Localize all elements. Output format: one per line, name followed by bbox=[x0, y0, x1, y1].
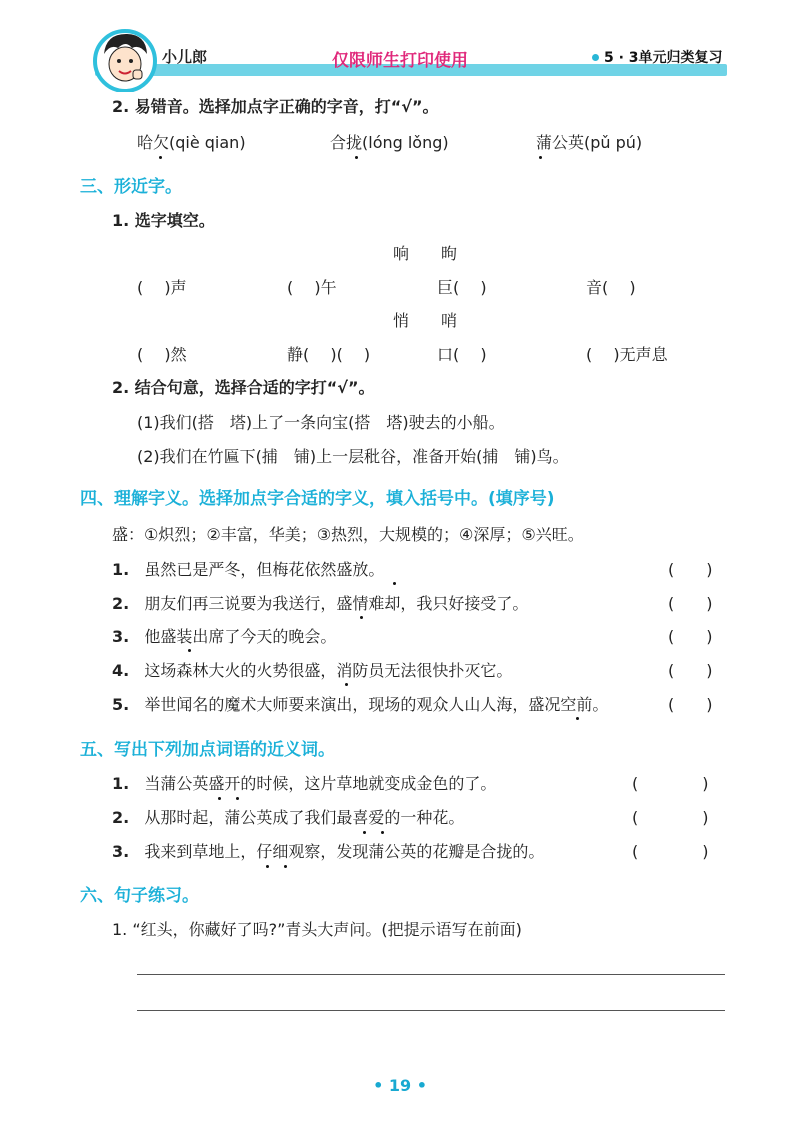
s2-item-2: 合拢(lóng lǒng) bbox=[330, 133, 449, 152]
brand-name: 小儿郎 bbox=[162, 48, 208, 66]
s4-answer-1[interactable]: ( ) bbox=[668, 560, 713, 579]
item-text: 这场森林大火的火势很盛，消防员无法很快扑灭它。 bbox=[144, 661, 513, 680]
emphasis-dot bbox=[363, 831, 366, 834]
item-number: 5. bbox=[112, 695, 130, 714]
s3-char-pair-2: 悄 哨 bbox=[393, 311, 458, 330]
emphasis-dot bbox=[284, 865, 287, 868]
s3-row1-blank-1: ( )声 bbox=[137, 278, 187, 297]
watermark-text: 仅限师生打印使用 bbox=[332, 51, 468, 71]
s5-item-1 bbox=[112, 774, 496, 794]
s4-item-1 bbox=[112, 560, 384, 580]
s2-q2-title: 2. 易错音。选择加点字正确的字音，打“√”。 bbox=[112, 97, 439, 116]
s4-answer-3[interactable]: ( ) bbox=[668, 627, 713, 646]
emphasis-dot bbox=[393, 582, 396, 585]
item-number: 3. bbox=[112, 627, 130, 646]
s3-char-pair-1: 响 昫 bbox=[393, 244, 458, 263]
s4-item-3 bbox=[112, 627, 336, 647]
section-6-title: 六、句子练习。 bbox=[80, 886, 199, 906]
item-number: 2. bbox=[112, 594, 130, 613]
s3-row1-blank-4: 音( ) bbox=[586, 278, 636, 297]
item-number: 1. bbox=[112, 560, 130, 579]
emphasis-dot bbox=[236, 797, 239, 800]
emphasis-dot bbox=[360, 616, 363, 619]
s2-item-1: 哈欠(qiè qian) bbox=[137, 133, 246, 152]
item-text: 他盛装出席了今天的晚会。 bbox=[144, 627, 337, 646]
item-text: 当蒲公英盛开的时候，这片草地就变成金色的了。 bbox=[144, 774, 497, 793]
emphasis-dot bbox=[266, 865, 269, 868]
item-number: 4. bbox=[112, 661, 130, 680]
item-text: 我来到草地上，仔细观察，发现蒲公英的花瓣是合拢的。 bbox=[144, 842, 545, 861]
emphasis-dot bbox=[188, 649, 191, 652]
item-text: 从那时起，蒲公英成了我们最喜爱的一种花。 bbox=[144, 808, 465, 827]
item-number: 1. bbox=[112, 774, 130, 793]
section-3-title: 三、形近字。 bbox=[80, 177, 182, 197]
s3-row2-blank-3: 口( ) bbox=[437, 345, 487, 364]
s3-sentence-1: (1)我们(搭 塔)上了一条向宝(搭 塔)驶去的小船。 bbox=[137, 413, 505, 432]
s5-item-2 bbox=[112, 808, 464, 828]
emphasis-dot bbox=[576, 717, 579, 720]
s4-item-4 bbox=[112, 661, 512, 681]
s2-item-3: 蒲公英(pǔ pú) bbox=[536, 133, 643, 152]
emphasis-dot bbox=[381, 831, 384, 834]
s4-answer-5[interactable]: ( ) bbox=[668, 695, 713, 714]
s4-answer-2[interactable]: ( ) bbox=[668, 594, 713, 613]
item-number: 2. bbox=[112, 808, 130, 827]
item-number: 3. bbox=[112, 842, 130, 861]
s4-definitions: 盛：①炽烈；②丰富，华美；③热烈，大规模的；④深厚；⑤兴旺。 bbox=[112, 525, 584, 544]
s3-q1-title: 1. 选字填空。 bbox=[112, 211, 215, 230]
s5-answer-2[interactable]: ( ) bbox=[632, 808, 709, 827]
s5-answer-3[interactable]: ( ) bbox=[632, 842, 709, 861]
emphasis-dot bbox=[345, 683, 348, 686]
item-text: 举世闻名的魔术大师要来演出，现场的观众人山人海，盛况空前。 bbox=[144, 695, 609, 714]
answer-line-1[interactable] bbox=[137, 974, 725, 975]
answer-line-2[interactable] bbox=[137, 1010, 725, 1011]
unit-label: 5 · 3单元归类复习 bbox=[604, 50, 723, 66]
s3-row2-blank-1: ( )然 bbox=[137, 345, 187, 364]
s3-row2-blank-2: 静( )( ) bbox=[287, 345, 371, 364]
s3-row2-blank-4: ( )无声息 bbox=[586, 345, 668, 364]
emphasis-dot bbox=[355, 156, 358, 159]
emphasis-dot bbox=[218, 797, 221, 800]
emphasis-dot bbox=[159, 156, 162, 159]
s4-answer-4[interactable]: ( ) bbox=[668, 661, 713, 680]
section-4-title: 四、理解字义。选择加点字合适的字义，填入括号中。(填序号) bbox=[80, 489, 555, 509]
s6-q1: 1. “红头，你藏好了吗?”青头大声问。(把提示语写在前面) bbox=[112, 920, 522, 939]
page-number: • 19 • bbox=[373, 1076, 427, 1095]
s5-item-3 bbox=[112, 842, 544, 862]
item-text: 虽然已是严冬，但梅花依然盛放。 bbox=[144, 560, 385, 579]
s3-sentence-2: (2)我们在竹匾下(捕 铺)上一层秕谷，准备开始(捕 铺)鸟。 bbox=[137, 447, 569, 466]
s4-item-2 bbox=[112, 594, 528, 614]
section-5-title: 五、写出下列加点词语的近义词。 bbox=[80, 740, 335, 760]
unit-dot-icon bbox=[592, 54, 599, 61]
s5-answer-1[interactable]: ( ) bbox=[632, 774, 709, 793]
s4-item-5 bbox=[112, 695, 608, 715]
s3-row1-blank-2: ( )午 bbox=[287, 278, 337, 297]
s3-q2-title: 2. 结合句意，选择合适的字打“√”。 bbox=[112, 378, 375, 397]
emphasis-dot bbox=[539, 156, 542, 159]
item-text: 朋友们再三说要为我送行，盛情难却，我只好接受了。 bbox=[144, 594, 529, 613]
s3-row1-blank-3: 巨( ) bbox=[437, 278, 487, 297]
